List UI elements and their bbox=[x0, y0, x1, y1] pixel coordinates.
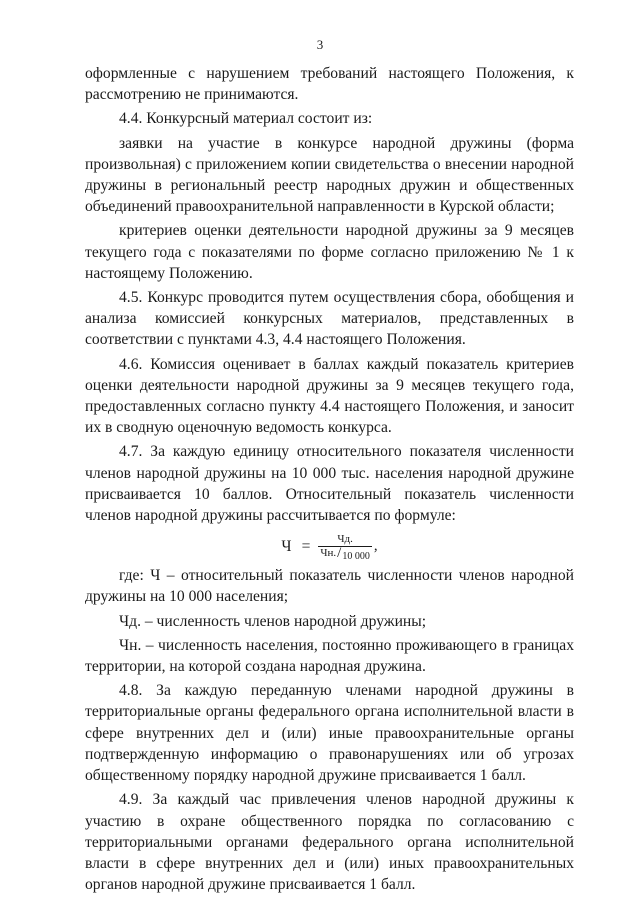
paragraph-4-7: 4.7. За каждую единицу относительного показателя численности членов народной дружины на 10 000 тыс. населения народной дружине присваивается 10 баллов. Относительный показатель численности членов народной дружины рассчитывается по формуле: bbox=[85, 443, 574, 525]
paragraph-4-8: 4.8. За каждую переданную членами народной дружины в территориальные органы федерального органа исполнительной власти в сфере внутренних дел и (или) иные правоохранительные органы подтвержденную информацию о правонарушениях или об угрозах общественному порядку народной дружине присваивается 1 балл. bbox=[85, 682, 574, 785]
document-body bbox=[85, 63, 574, 898]
formula-denominator-left: Чн. bbox=[320, 546, 337, 559]
paragraph-chd: Чд. – численность членов народной дружины; bbox=[119, 612, 427, 630]
paragraph-4-6: 4.6. Комиссия оценивает в баллах каждый показатель критериев оценки деятельности народной дружины за 9 месяцев текущего года, предоставленных согласно пункту 4.4 настоящего Положения, и заносит их в сводную оценочную ведомость конкурса. bbox=[85, 355, 574, 437]
formula-slash: / bbox=[337, 544, 342, 561]
formula-denominator bbox=[318, 546, 371, 560]
formula bbox=[85, 529, 574, 563]
formula-equals: = bbox=[301, 537, 311, 555]
page-number: 3 bbox=[316, 37, 324, 52]
paragraph-continuation: оформленные с нарушением требований настоящего Положения, к рассмотрению не принимаются. bbox=[85, 65, 574, 104]
paragraph-application: заявки на участие в конкурсе народной дружины (форма произвольная) с приложением копии свидетельства о внесении народной дружины в региональный реестр народных дружин и общественных объединений правоохранительной направленности в Курской области; bbox=[85, 134, 574, 216]
paragraph-criteria: критериев оценки деятельности народной дружины за 9 месяцев текущего года с показателями по форме согласно приложению № 1 к настоящему Положению. bbox=[85, 222, 574, 282]
formula-lhs: Ч bbox=[281, 537, 292, 555]
formula-fraction bbox=[318, 533, 371, 560]
paragraph-chn: Чн. – численность населения, постоянно проживающего в границах территории, на которой создана народная дружина. bbox=[85, 636, 574, 676]
paragraph-4-5: 4.5. Конкурс проводится путем осуществления сбора, обобщения и анализа комиссией конкурсных материалов, представленных в соответствии с пунктами 4.3, 4.4 настоящего Положения. bbox=[85, 289, 574, 349]
formula-numerator: Чд. bbox=[337, 532, 353, 545]
paragraph-where: где: Ч – относительный показатель численности членов народной дружины на 10 000 населения; bbox=[85, 567, 574, 606]
paragraph-4-9: 4.9. За каждый час привлечения членов народной дружины к участию в охране общественного порядка по согласованию с территориальными органами федерального органа исполнительной власти в сфере внутренних дел и (или) иных правоохранительных органов народной дружине присваивается 1 балл. bbox=[85, 791, 574, 894]
formula-comma: , bbox=[373, 537, 378, 554]
paragraph-4-4: 4.4. Конкурсный материал состоит из: bbox=[119, 110, 373, 128]
formula-denominator-right: 10 000 bbox=[342, 550, 370, 562]
